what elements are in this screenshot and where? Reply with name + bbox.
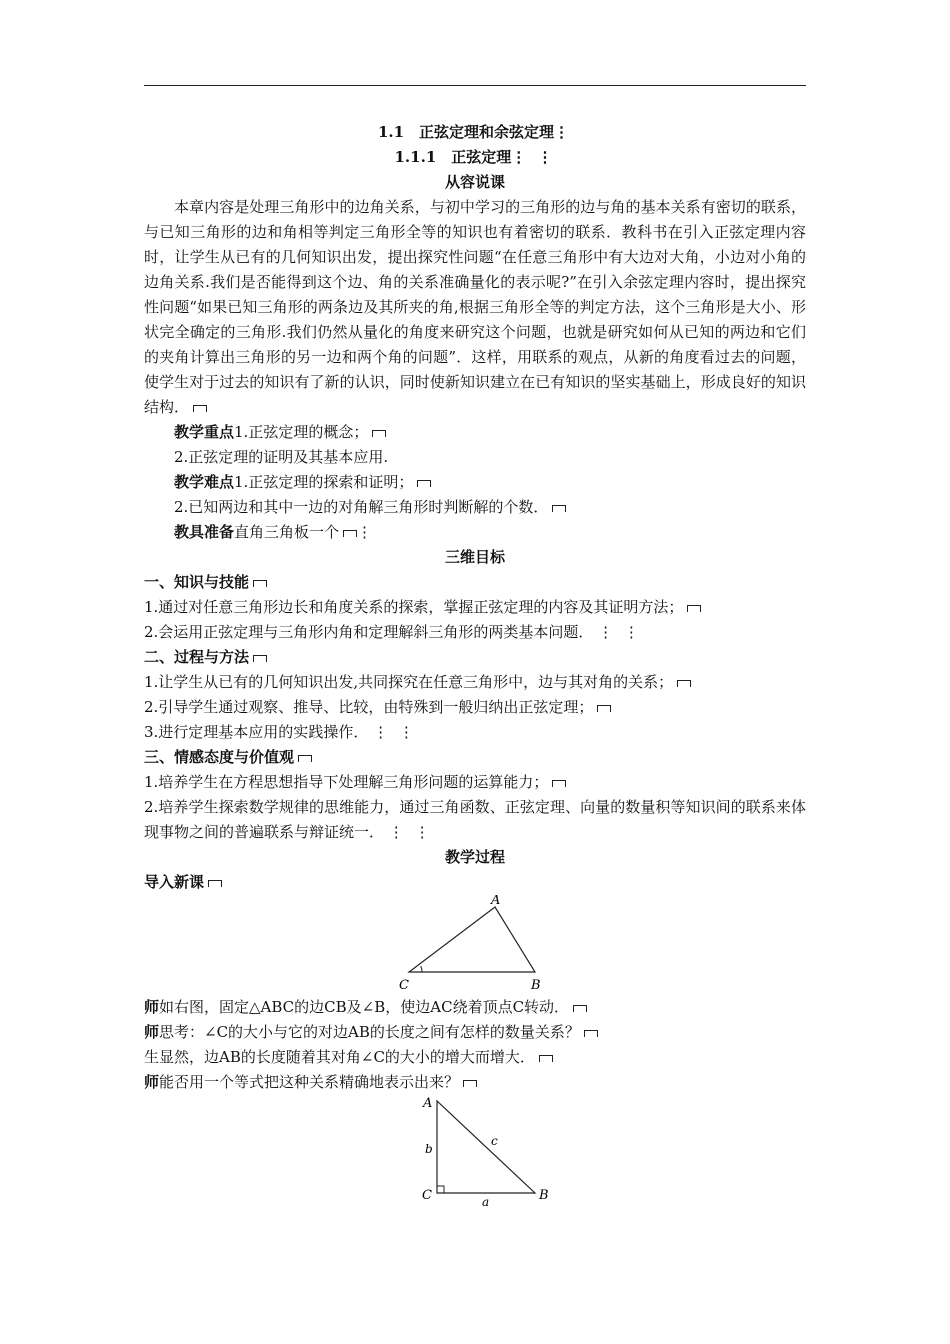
paragraph-mark-icon — [253, 655, 267, 662]
vertex-b-label: B — [531, 978, 541, 993]
lead-in-heading: 导入新课 — [144, 870, 806, 895]
tools: 教具准备直角三角板一个 ⋮ — [174, 523, 373, 541]
angle-c-arc — [421, 966, 422, 972]
paragraph-mark-icon — [552, 780, 566, 787]
section-process: 教学过程 — [444, 848, 505, 866]
paragraph-mark-icon — [298, 755, 312, 762]
title-main: 1.1 正弦定理和余弦定理⋮ — [377, 123, 573, 141]
section-intro: 从容说课 — [444, 173, 505, 191]
vertex-a-label: A — [423, 1096, 433, 1111]
goal3-item-1: 1.培养学生在方程思想指导下处理解三角形问题的运算能力； — [144, 770, 806, 795]
title-sub: 1.1.1 正弦定理⋮ ⋮ — [394, 148, 556, 166]
section-goals: 三维目标 — [444, 548, 505, 566]
paragraph-mark-icon — [463, 1080, 477, 1087]
vertex-c-label: C — [399, 978, 409, 993]
side-a-label: a — [482, 1195, 490, 1209]
goal2-item-3: 3.进行定理基本应用的实践操作． ⋮ ⋮ — [144, 723, 417, 741]
vertex-c-label: C — [422, 1188, 432, 1203]
side-c-label: c — [491, 1134, 498, 1148]
goal3-heading: 三、情感态度与价值观 — [144, 745, 806, 770]
document-body — [144, 120, 806, 1210]
paragraph-mark-icon — [573, 1005, 587, 1012]
key-points: 教学重点1.正弦定理的概念； — [144, 420, 806, 445]
intro-paragraph: 本章内容是处理三角形中的边角关系，与初中学习的三角形的边与角的基本关系有密切的联系，与已知三角形的边和角相等判定三角形全等的知识也有着密切的联系．教科书在引入正弦定理内容时，让学生从已有的几何知识出发，提出探究性问题“在任意三角形中有大边对大角，小边对小角的边角关系.我们是否能得到这个边、角的关系准确量化的表示呢?”在引入余弦定理内容时，提出探究性问题“如果已知三角形的两条边及其所夹的角,根据三角形全等的判定方法，这个三角形是大小、形状完全确定的三角形.我们仍然从量化的角度来研究这个问题，也就是研究如何从已知的两边和它们的夹角计算出三角形的另一边和两个角的问题”．这样，用联系的观点，从新的角度看过去的问题，使学生对于过去的知识有了新的认识，同时使新知识建立在已有知识的坚实基础上，形成良好的知识结构． — [144, 198, 806, 416]
dialogue-4: 师能否用一个等式把这种关系精确地表示出来？ — [144, 1070, 806, 1095]
paragraph-mark-icon — [417, 480, 431, 487]
paragraph-mark-icon — [677, 680, 691, 687]
goal2-item-1: 1.让学生从已有的几何知识出发,共同探究在任意三角形中，边与其对角的关系； — [144, 670, 806, 695]
side-b-label: b — [425, 1142, 433, 1156]
goal1-item-2: 2.会运用正弦定理与三角形内角和定理解斜三角形的两类基本问题． ⋮ ⋮ — [144, 623, 642, 641]
paragraph-mark-icon — [584, 1030, 598, 1037]
dialogue-3: 生显然，边AB的长度随着其对角∠C的大小的增大而增大． — [144, 1045, 806, 1070]
difficult-points: 教学难点1.正弦定理的探索和证明； — [144, 470, 806, 495]
paragraph-mark-icon — [539, 1055, 553, 1062]
goal1-heading: 一、知识与技能 — [144, 570, 806, 595]
dialogue-2: 师思考：∠C的大小与它的对边AB的长度之间有怎样的数量关系？ — [144, 1020, 806, 1045]
key-points-2: 2.正弦定理的证明及其基本应用. — [174, 448, 389, 466]
goal3-item-2: 2.培养学生探索数学规律的思维能力，通过三角函数、正弦定理、向量的数量积等知识间的联系来体现事物之间的普遍联系与辩证统一． ⋮ ⋮ — [144, 798, 806, 841]
right-triangle — [437, 1101, 535, 1193]
paragraph-mark-icon — [552, 505, 566, 512]
goal2-heading: 二、过程与方法 — [144, 645, 806, 670]
triangle-abc — [409, 907, 535, 972]
vertex-a-label: A — [491, 895, 501, 908]
dialogue-1: 师如右图，固定△ABC的边CB及∠B，使边AC绕着顶点C转动． — [144, 995, 806, 1020]
goal1-item-1: 1.通过对任意三角形边长和角度关系的探索，掌握正弦定理的内容及其证明方法； — [144, 595, 806, 620]
paragraph-mark-icon — [687, 605, 701, 612]
difficult-points-2: 2.已知两边和其中一边的对角解三角形时判断解的个数． — [144, 495, 806, 520]
paragraph-mark-icon — [343, 530, 357, 537]
triangle-figure-1 — [395, 895, 555, 995]
paragraph-mark-icon — [193, 405, 207, 412]
paragraph-mark-icon — [253, 580, 267, 587]
paragraph-mark-icon — [372, 430, 386, 437]
paragraph-mark-icon — [597, 705, 611, 712]
header-rule — [144, 85, 806, 86]
right-triangle-figure — [395, 1095, 555, 1210]
paragraph-mark-icon — [208, 880, 222, 887]
vertex-b-label: B — [539, 1188, 549, 1203]
goal2-item-2: 2.引导学生通过观察、推导、比较，由特殊到一般归纳出正弦定理； — [144, 695, 806, 720]
right-angle-marker — [437, 1186, 444, 1193]
